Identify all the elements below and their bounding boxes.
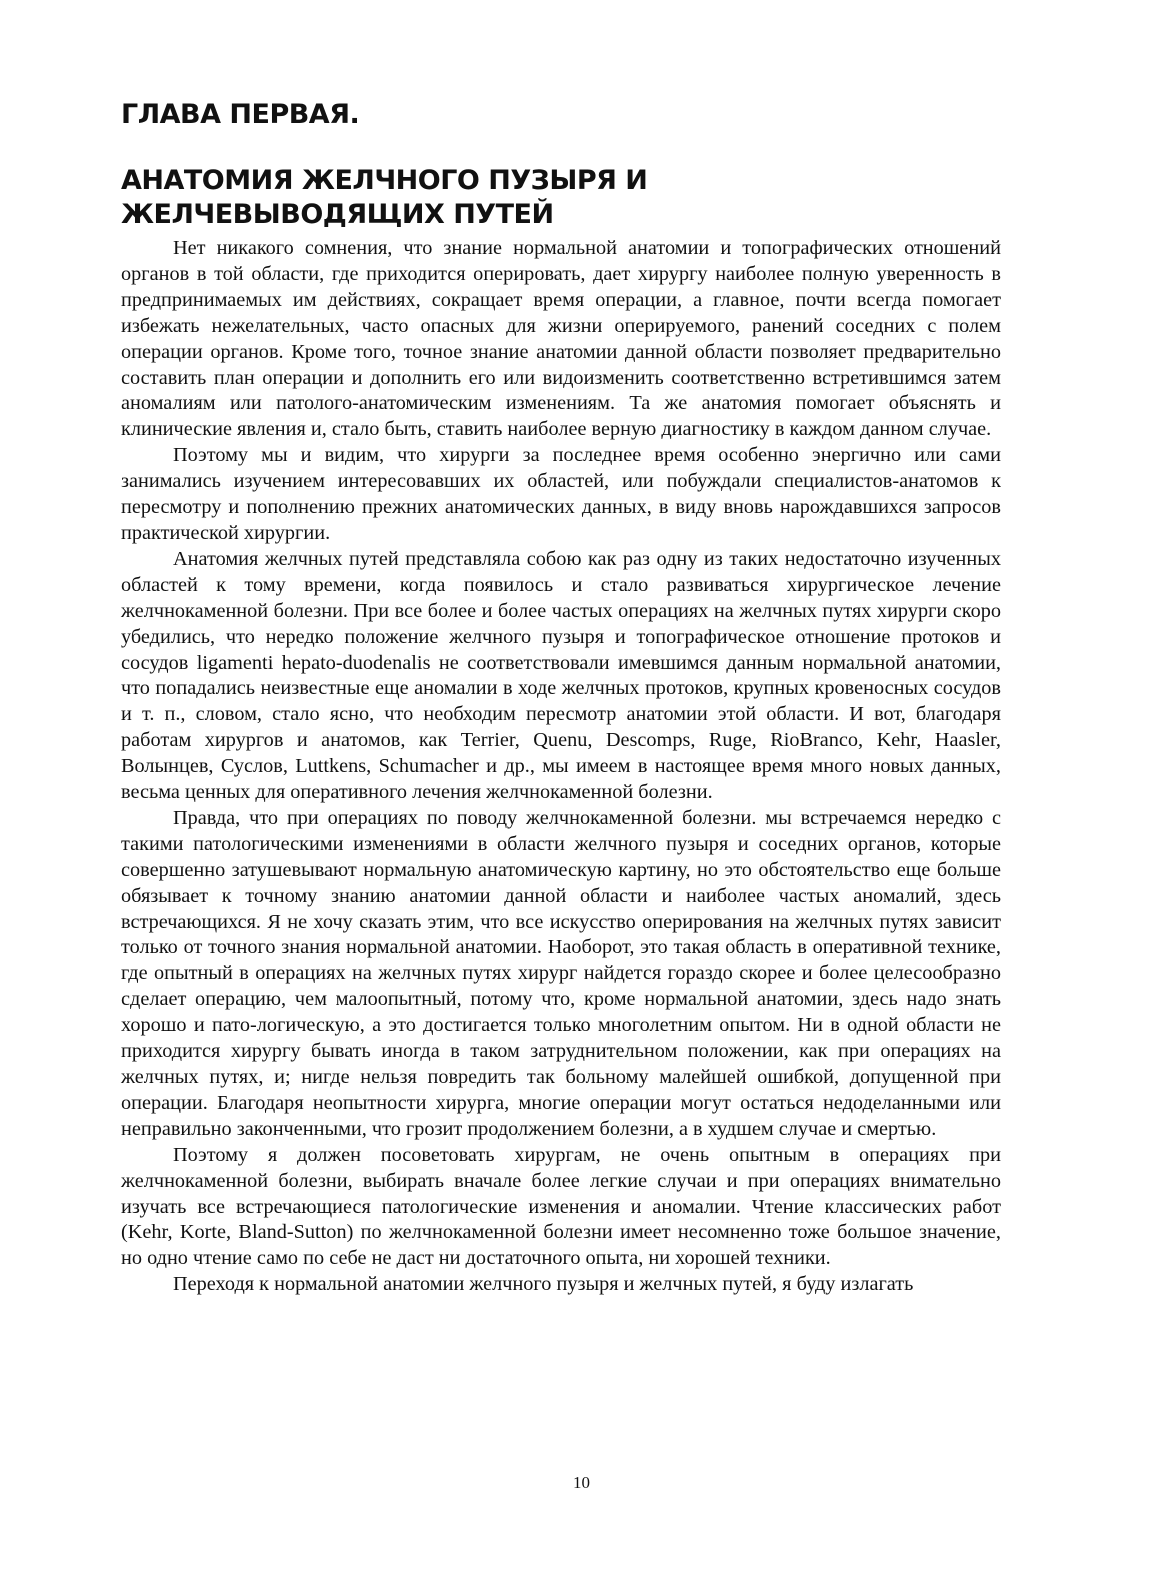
section-title xyxy=(121,164,1021,232)
paragraph: Нет никакого сомнения, что знание нормальной анатомии и топографических отношений органов в той области, где приходится оперировать, дает хирургу наиболее полную уверенность в предпринимаемых им действиях, сокращает время операции, а главное, почти всегда помогает избежать нежелательных, часто опасных для жизни оперируемого, ранений соседних с полем операции органов. Кроме того, точное знание анатомии данной области позволяет предварительно составить план операции и дополнить его или видоизменить соответственно встретившимся затем аномалиям или патолого-анатомическим изменениям. Та же анатомия помогает объяснять и клинические явления и, стало быть, ставить наиболее верную диагностику в каждом данном случае. xyxy=(121,237,1001,441)
section-title-line-1: АНАТОМИЯ ЖЕЛЧНОГО ПУЗЫРЯ И xyxy=(121,165,648,196)
section-title-line-2: ЖЕЛЧЕВЫВОДЯЩИХ ПУТЕЙ xyxy=(121,199,554,230)
paragraph: Анатомия желчных путей представляла собою как раз одну из таких недостаточно изученных областей к тому времени, когда появилось и стало развиваться хирургическое лечение желчнокаменной болезни. При все более и более частых операциях на желчных путях хирурги скоро убедились, что нередко положение желчного пузыря и топографическое отношение протоков и сосудов ligamenti hepato-duodenalis не соответствовали имевшимся данным нормальной анатомии, что попадались неизвестные еще аномалии в ходе желчных протоков, крупных кровеносных сосудов и т. п., словом, стало ясно, что необходим пересмотр анатомии этой области. И вот, благодаря работам хирургов и анатомов, как Terrier, Quenu, Descomps, Ruge, RioBranco, Kehr, Haasler, Волынцев, Суслов, Luttkens, Schumacher и др., мы имеем в настоящее время много новых данных, весьма ценных для оперативного лечения желчнокаменной болезни. xyxy=(121,547,1001,804)
paragraph-last-line: Переходя к нормальной анатомии желчного пузыря и желчных путей, я буду излагать xyxy=(173,1273,914,1296)
page-number: 10 xyxy=(573,1473,590,1492)
body-text xyxy=(121,236,1001,1298)
chapter-title: ГЛАВА ПЕРВАЯ. xyxy=(121,99,360,130)
paragraph: Поэтому мы и видим, что хирурги за последнее время особенно энергично или сами занимались изучением интересовавших их областей, или побуждали специалистов-анатомов к пересмотру и пополнению прежних анатомических данных, в виду вновь нарождавшихся запросов практической хирургии. xyxy=(121,444,1001,544)
paragraph: Поэтому я должен посоветовать хирургам, не очень опытным в операциях при желчнокаменной болезни, выбирать вначале более легкие случаи и при операциях внимательно изучать все встречающиеся патологические изменения и аномалии. Чтение классических работ (Kehr, Korte, Bland-Sutton) по желчнокаменной болезни имеет несомненно тоже большое значение, но одно чтение само по себе не даст ни достаточного опыта, ни хорошей техники. xyxy=(121,1143,1001,1270)
paragraph: Правда, что при операциях по поводу желчнокаменной болезни. мы встречаемся нередко с такими патологическими изменениями в области желчного пузыря и соседних органов, которые совершенно затушевывают нормальную анатомическую картину, но это обстоятельство еще больше обязывает к точному знанию анатомии данной области и наиболее частых аномалий, здесь встречающихся. Я не хочу сказать этим, что все искусство оперирования на желчных путях зависит только от точного знания нормальной анатомии. Наоборот, это такая область в оперативной технике, где опытный в операциях на желчных путях хирург найдется гораздо скорее и более целесообразно сделает операцию, чем малоопытный, потому что, кроме нормальной анатомии, здесь надо знать хорошо и пато-логическую, а это достигается только многолетним опытом. Ни в одной области не приходится хирургу бывать иногда в таком затруднительном положении, как при операциях на желчных путях, и; нигде нельзя повредить так больному малейшей ошибкой, допущенной при операции. Благодаря неопытности хирурга, многие операции могут остаться недоделанными или неправильно законченными, что грозит продолжением болезни, а в худшем случае и смертью. xyxy=(121,806,1001,1140)
